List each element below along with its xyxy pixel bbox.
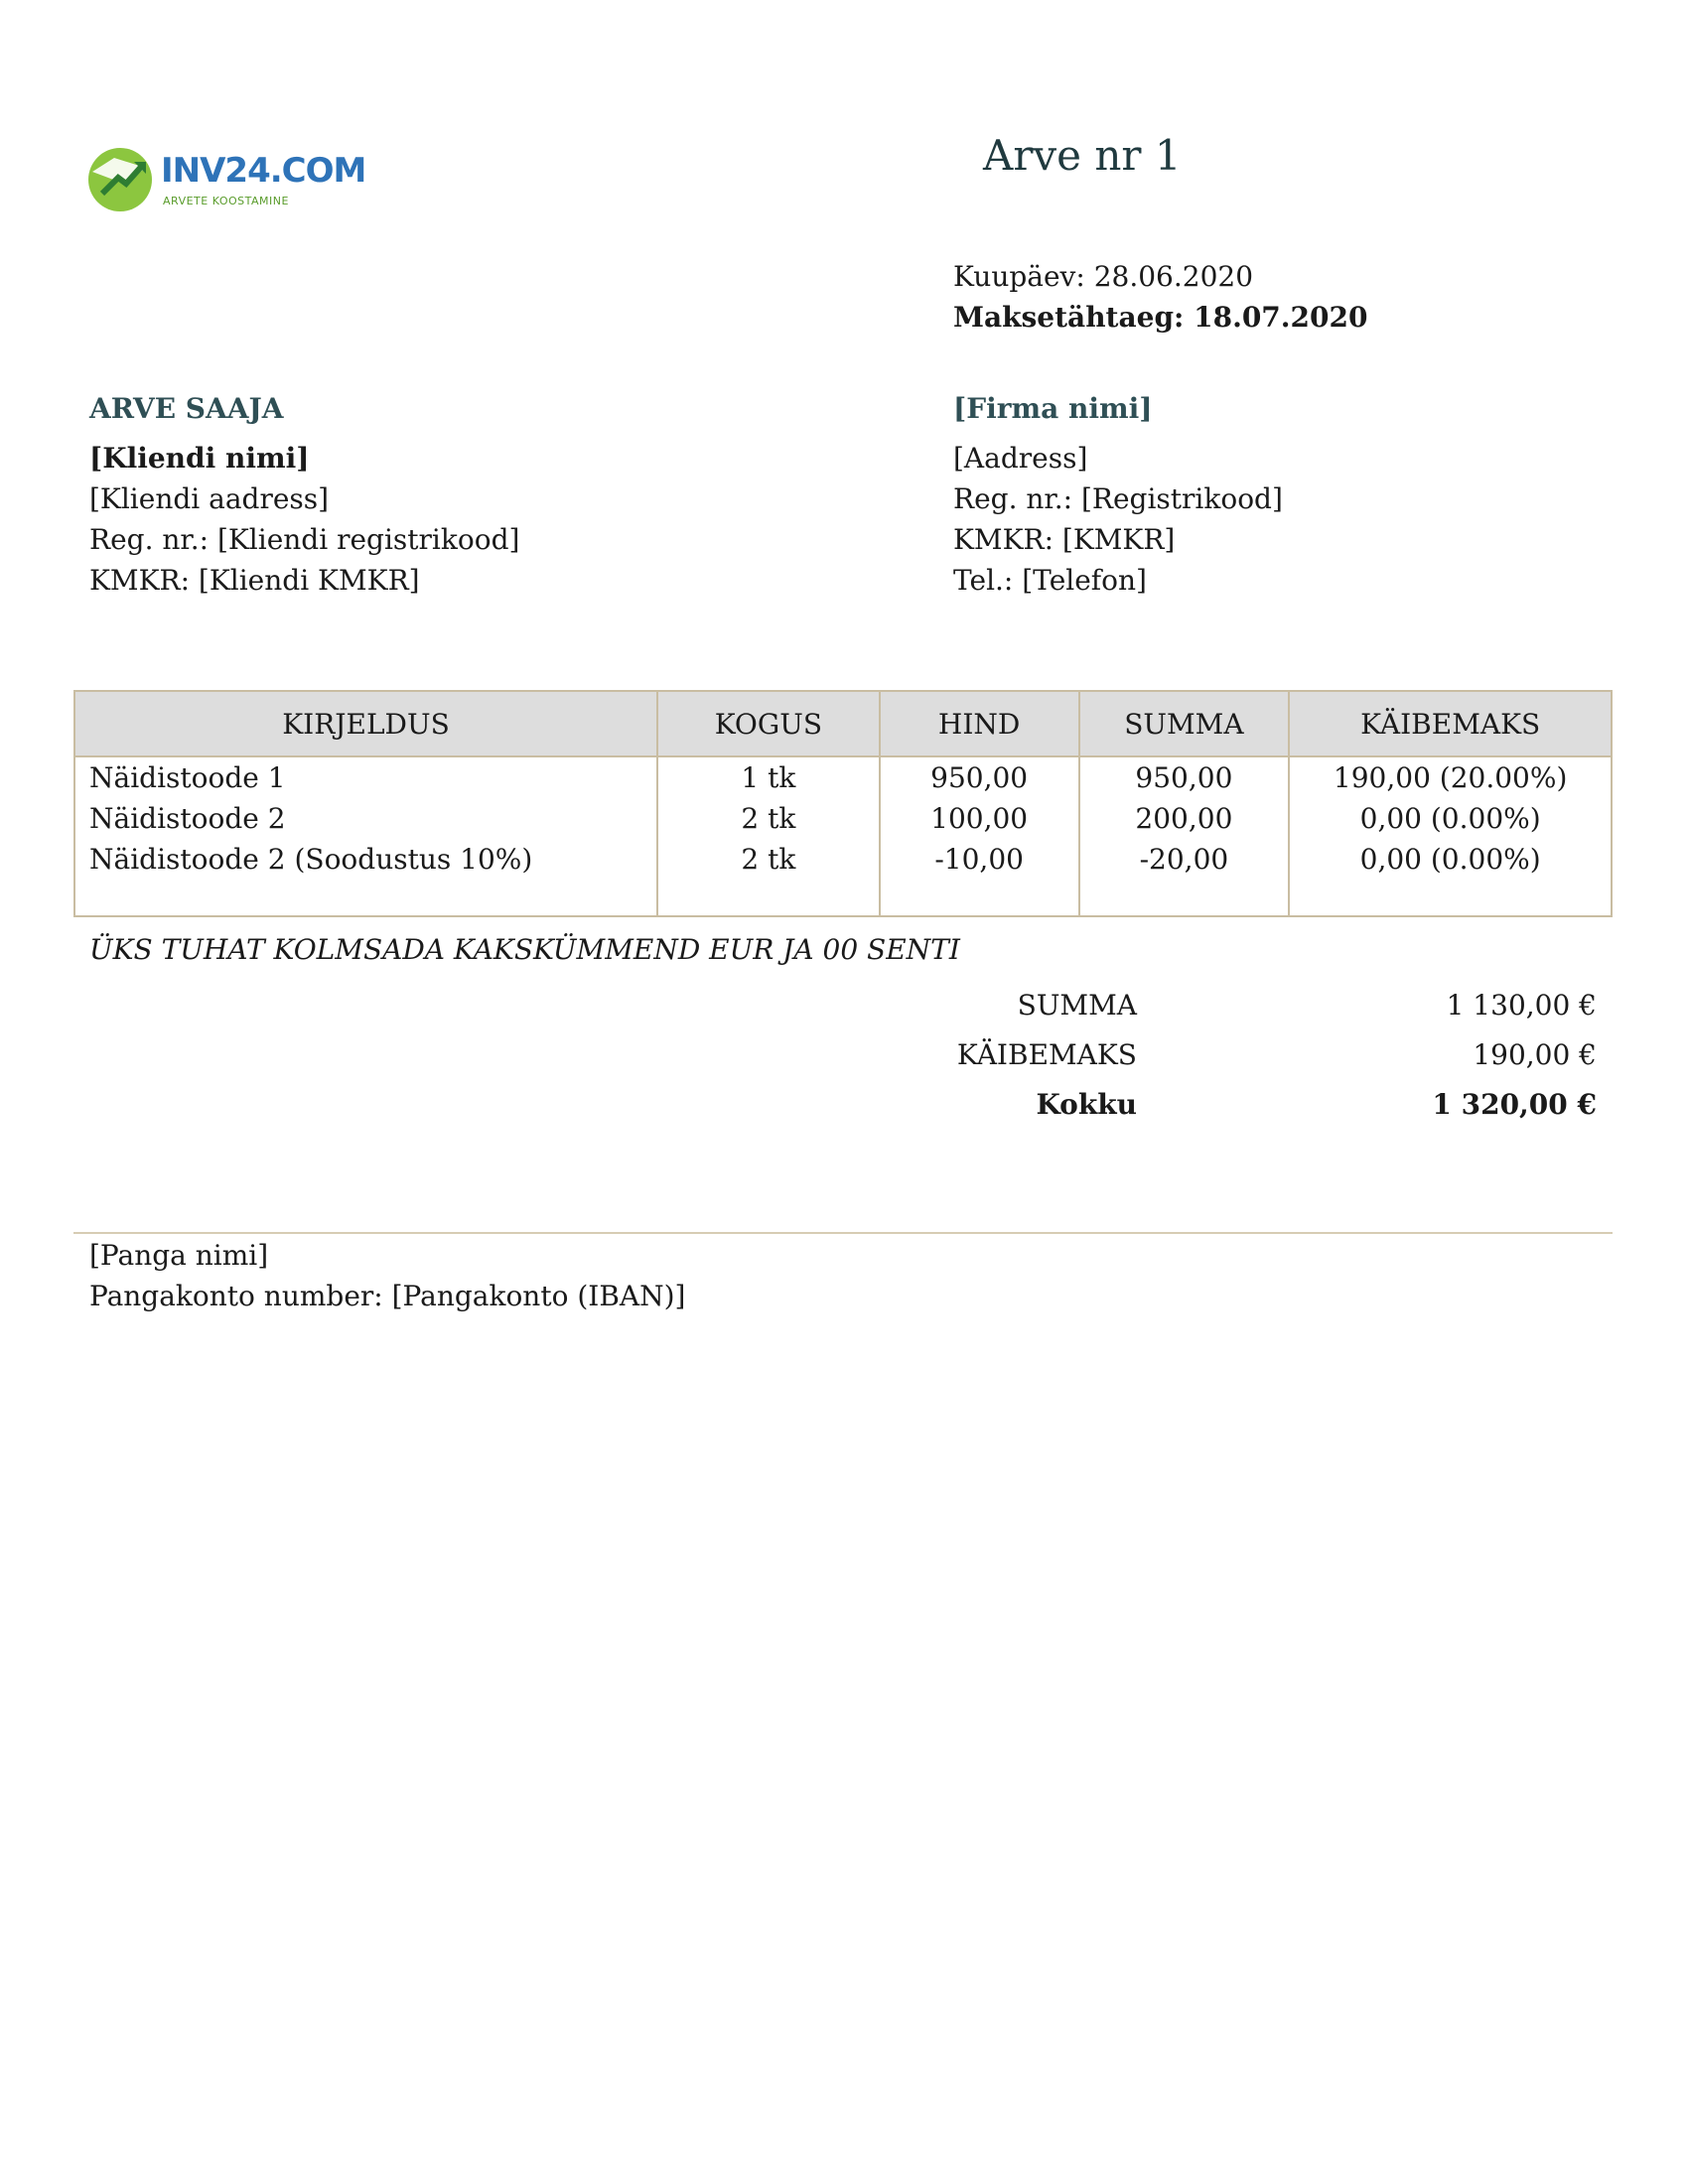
table-cell: 950,00 xyxy=(1135,761,1233,794)
col-price-header: HIND xyxy=(880,691,1079,756)
totals-total-value: 1 320,00 € xyxy=(1432,1088,1597,1121)
invoice-title: Arve nr 1 xyxy=(983,131,1182,180)
table-cell: 950,00 xyxy=(930,761,1029,794)
bank-block xyxy=(89,1235,685,1316)
totals-vat-value: 190,00 € xyxy=(1473,1038,1597,1071)
table-cell: Näidistoode 1 xyxy=(89,761,286,794)
col-vat-header: KÄIBEMAKS xyxy=(1289,691,1612,756)
table-cell: Näidistoode 2 (Soodustus 10%) xyxy=(89,843,533,876)
client-block xyxy=(89,392,519,601)
company-reg: Reg. nr.: [Registrikood] xyxy=(953,482,1283,515)
invoice-dates xyxy=(953,256,1367,338)
table-cell: 1 tk xyxy=(741,761,796,794)
bank-name: [Panga nimi] xyxy=(89,1239,269,1272)
table-cell: 2 tk xyxy=(741,843,796,876)
qty-column xyxy=(657,756,880,916)
company-name: [Firma nimi] xyxy=(953,392,1153,425)
totals-sum-label: SUMMA xyxy=(1017,989,1137,1022)
company-address: [Aadress] xyxy=(953,442,1088,475)
items-table xyxy=(73,690,1613,917)
client-address: [Kliendi aadress] xyxy=(89,482,330,515)
sum-column xyxy=(1079,756,1290,916)
description-column xyxy=(74,756,657,916)
totals-total-label: Kokku xyxy=(1036,1088,1137,1121)
table-cell: -20,00 xyxy=(1139,843,1229,876)
table-cell: -10,00 xyxy=(934,843,1024,876)
client-name: [Kliendi nimi] xyxy=(89,442,310,475)
amount-in-words: ÜKS TUHAT KOLMSADA KAKSKÜMMEND EUR JA 00 SENTI xyxy=(89,933,960,966)
client-heading: ARVE SAAJA xyxy=(89,392,284,425)
totals-vat-label: KÄIBEMAKS xyxy=(956,1038,1137,1071)
table-cell: 2 tk xyxy=(741,802,796,835)
col-description-header: KIRJELDUS xyxy=(74,691,657,756)
bank-account: Pangakonto number: [Pangakonto (IBAN)] xyxy=(89,1280,686,1312)
logo-name: INV24.COM xyxy=(161,151,366,191)
company-phone: Tel.: [Telefon] xyxy=(953,564,1147,597)
client-vat: KMKR: [Kliendi KMKR] xyxy=(89,564,420,597)
table-cell: Näidistoode 2 xyxy=(89,802,286,835)
table-cell: 100,00 xyxy=(930,802,1029,835)
vat-column xyxy=(1289,756,1612,916)
company-vat: KMKR: [KMKR] xyxy=(953,523,1176,556)
table-cell: 0,00 (0.00%) xyxy=(1359,802,1541,835)
col-qty-header: KOGUS xyxy=(657,691,880,756)
invoice-due-date: Maksetähtaeg: 18.07.2020 xyxy=(953,301,1368,334)
table-body xyxy=(74,756,1612,916)
col-sum-header: SUMMA xyxy=(1079,691,1290,756)
table-cell: 0,00 (0.00%) xyxy=(1359,843,1541,876)
invoice-date: Kuupäev: 28.06.2020 xyxy=(953,260,1254,293)
table-header-row xyxy=(74,691,1612,756)
company-block xyxy=(953,392,1283,601)
price-column xyxy=(880,756,1079,916)
client-reg: Reg. nr.: [Kliendi registrikood] xyxy=(89,523,520,556)
totals-sum-value: 1 130,00 € xyxy=(1446,989,1597,1022)
table-cell: 190,00 (20.00%) xyxy=(1333,761,1568,794)
footer-divider xyxy=(73,1232,1613,1234)
table-cell: 200,00 xyxy=(1135,802,1233,835)
logo-tagline: ARVETE KOOSTAMINE xyxy=(163,195,289,207)
